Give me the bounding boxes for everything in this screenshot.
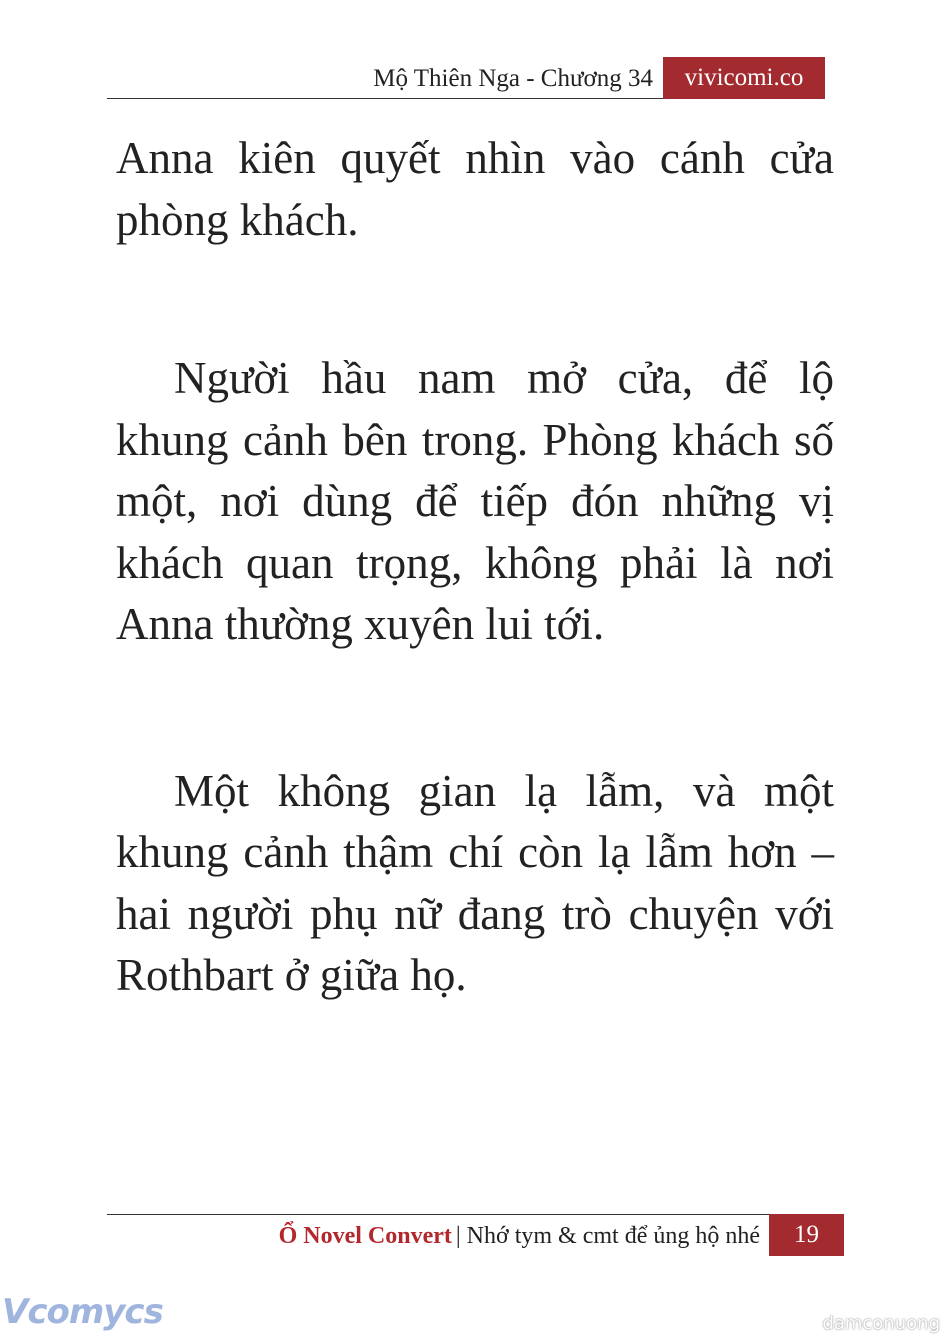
watermark-text: damconuong bbox=[822, 1313, 940, 1334]
paragraph-1: Anna kiên quyết nhìn vào cánh cửa phòng khách. bbox=[116, 133, 834, 245]
page-header bbox=[107, 57, 825, 99]
paragraph-2: Người hầu nam mở cửa, để lộ khung cảnh bên trong. Phòng khách số một, nơi dùng để tiếp đón những vị khách quan trọng, không phải là nơi Anna thường xuyên lui tới. bbox=[116, 353, 834, 649]
header-divider bbox=[107, 98, 663, 99]
footer-separator: | bbox=[455, 1223, 461, 1249]
chapter-body bbox=[116, 128, 834, 1007]
chapter-title: Mộ Thiên Nga - Chương 34 bbox=[373, 65, 653, 92]
site-badge: vivicomi.co bbox=[663, 57, 825, 99]
page-footer bbox=[107, 1214, 844, 1256]
page-number: 19 bbox=[769, 1214, 844, 1256]
watermark-logo: Vcomycs bbox=[2, 1292, 163, 1332]
paragraph-3: Một không gian lạ lẫm, và một khung cảnh thậm chí còn lạ lẫm hơn – hai người phụ nữ đang trò chuyện với Rothbart ở giữa họ. bbox=[116, 765, 834, 1000]
footer-divider bbox=[107, 1214, 775, 1215]
footer-message: Nhớ tym & cmt để ủng hộ nhé bbox=[466, 1223, 760, 1249]
footer-brand: Ổ Novel Convert bbox=[278, 1223, 452, 1249]
footer-credit bbox=[279, 1223, 760, 1250]
